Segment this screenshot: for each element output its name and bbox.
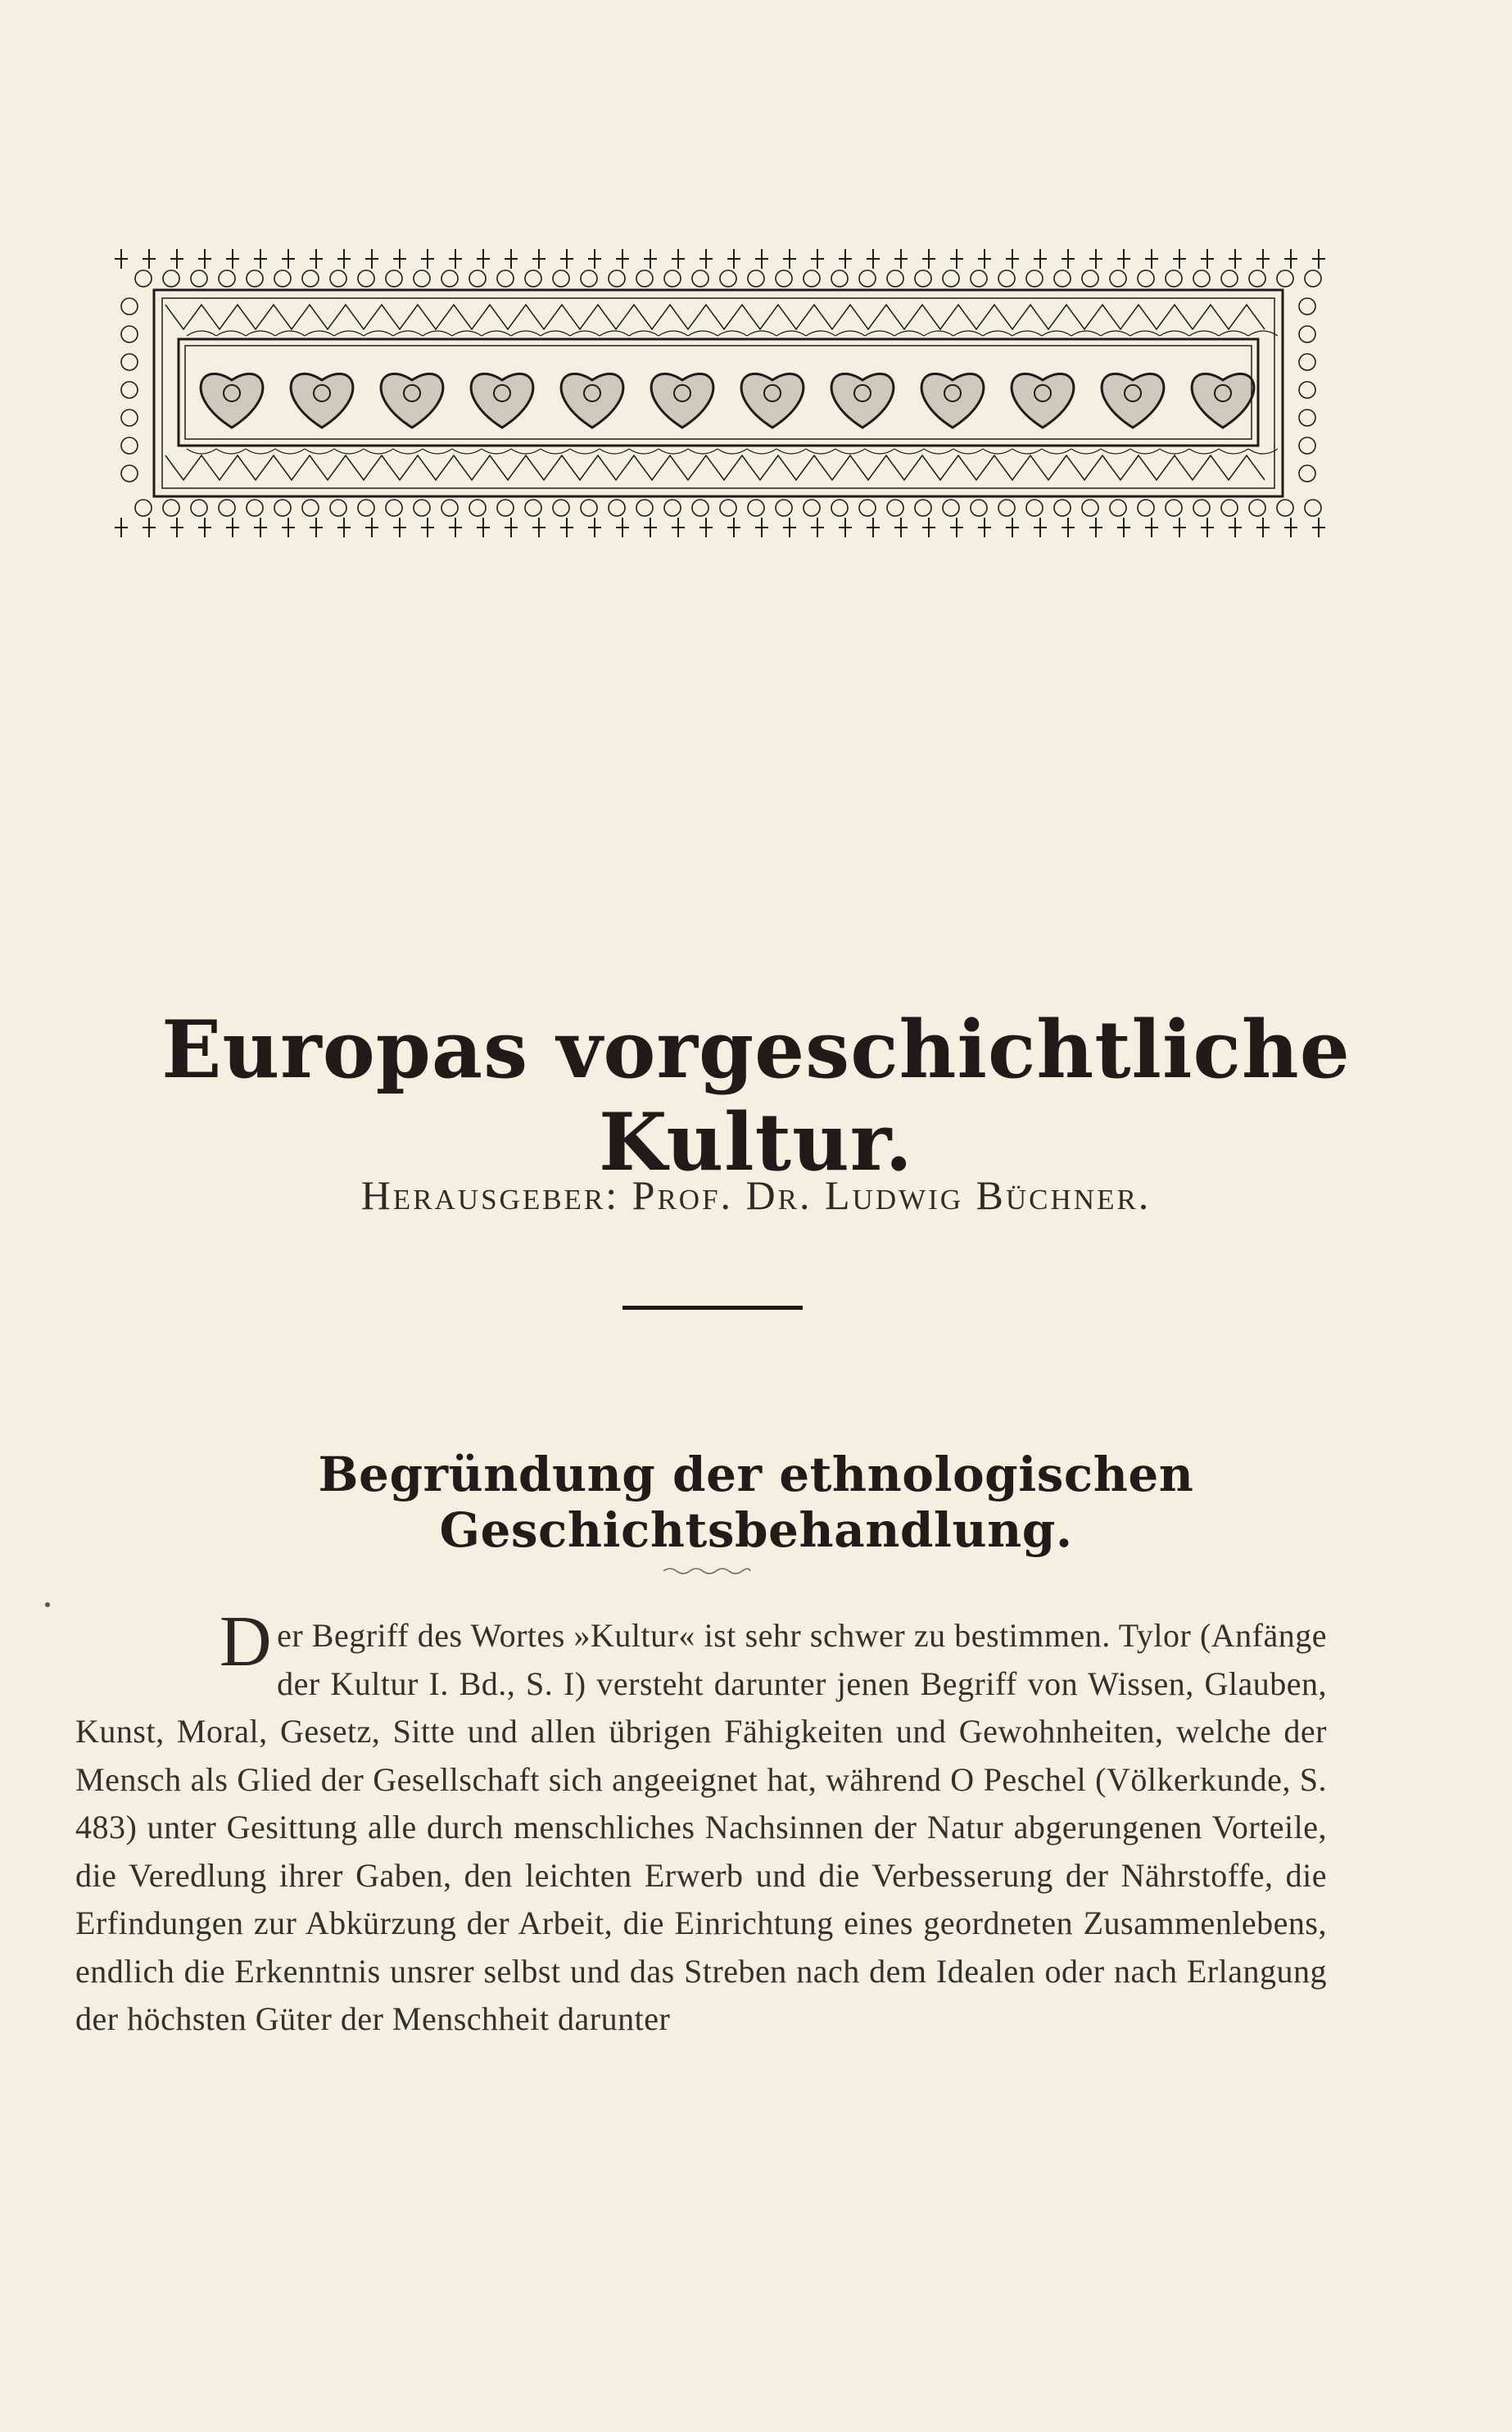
drop-cap: D — [220, 1602, 273, 1682]
divider-rule — [622, 1306, 803, 1310]
page-title: Europas vorgeschichtliche Kultur. — [161, 1003, 1351, 1189]
section-heading: Begründung der ethnologischen Geschichtsbehandlung. — [318, 1447, 1194, 1558]
body-paragraph — [75, 1602, 1327, 2044]
margin-mark — [45, 1602, 50, 1607]
editor-line: Herausgeber: Prof. Dr. Ludwig Büchner. — [360, 1172, 1152, 1218]
decorative-border-ornament — [97, 233, 1340, 554]
decorative-squiggle — [662, 1566, 752, 1576]
paragraph-text: er Begriff des Wortes »Kultur« ist sehr schwer zu bestimmen. Tylor (Anfänge der Kultur I. Bd., S. I) versteht darunter jenen Begriff von Wissen, Glauben, Kunst, Moral, Gesetz, Sitte und allen übrigen Fähigkeiten und Gewohnheiten, welche der Mensch als Glied der Gesellschaft sich angeeignet hat, während O Peschel (Völkerkunde, S. 483) unter Gesittung alle durch menschliches Nachsinnen der Natur abgerungenen Vorteile, die Veredlung ihrer Gaben, den leichten Erwerb und die Verbesserung der Nährstoffe, die Erfindungen zur Abkürzung der Arbeit, die Einrichtung eines geordneten Zusammenlebens, endlich die Erkenntnis unsrer selbst und das Streben nach dem Idealen oder nach Erlangung der höchsten Güter der Menschheit darunter — [75, 1617, 1327, 2037]
